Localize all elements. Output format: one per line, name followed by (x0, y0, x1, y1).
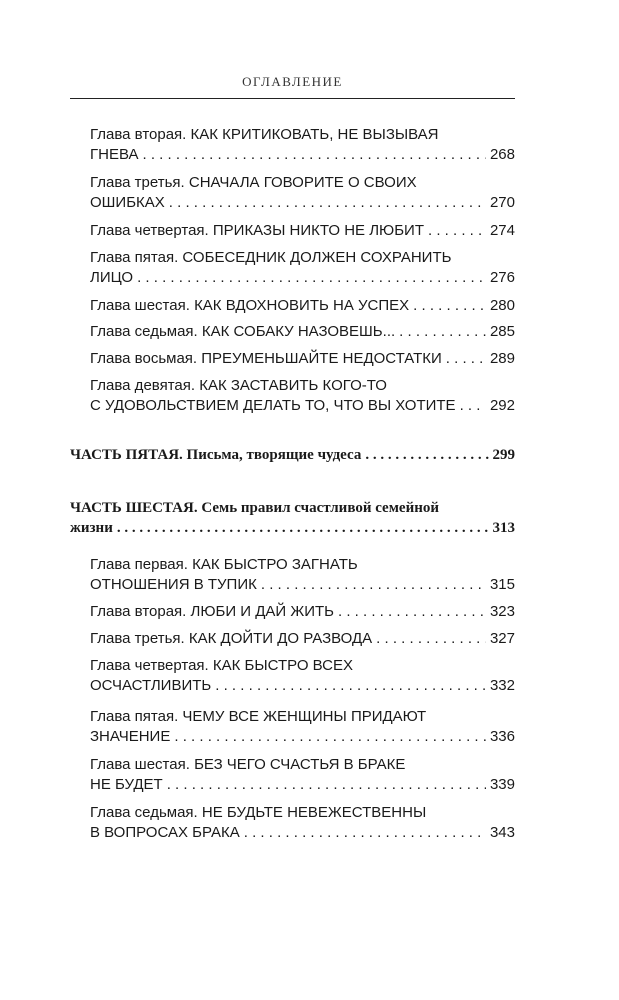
page-header: ОГЛАВЛЕНИЕ (242, 74, 343, 89)
toc-page-number: 332 (489, 677, 515, 694)
header-rule (70, 98, 515, 99)
leader-dots (399, 322, 486, 342)
leader-dots (338, 602, 486, 622)
toc-entry (90, 803, 515, 843)
leader-dots (413, 296, 486, 316)
toc-page-number: 299 (492, 447, 515, 463)
toc-page-number: 339 (489, 776, 515, 793)
toc-entry-title-line2: ОШИБКАХ (90, 194, 165, 211)
leader-dots (215, 676, 486, 696)
toc-entry-title-line1: Глава пятая. СОБЕСЕДНИК ДОЛЖЕН СОХРАНИТЬ (90, 249, 452, 266)
toc-entry-title-line1: Глава шестая. БЕЗ ЧЕГО СЧАСТЬЯ В БРАКЕ (90, 756, 406, 773)
toc-entry-title: Глава восьмая. ПРЕУМЕНЬШАЙТЕ НЕДОСТАТКИ (90, 350, 442, 367)
leader-dots (460, 396, 486, 416)
toc-entry-title-line2: ОТНОШЕНИЯ В ТУПИК (90, 576, 257, 593)
toc-entry-title-line2: ГНЕВА (90, 146, 139, 163)
toc-entry-title: Глава шестая. КАК ВДОХНОВИТЬ НА УСПЕХ (90, 297, 410, 314)
leader-dots (142, 145, 485, 165)
leader-dots (446, 349, 486, 369)
toc-page-number: 280 (489, 297, 515, 314)
toc-entry (90, 602, 515, 622)
toc-entry (90, 296, 515, 316)
toc-entry (90, 125, 515, 165)
toc-entry-title-line2: ЗНАЧЕНИЕ (90, 728, 171, 745)
toc-entry (90, 555, 515, 595)
leader-dots (137, 268, 486, 288)
toc-entry (90, 248, 515, 288)
toc-part-entry (70, 445, 515, 465)
leader-dots (261, 575, 486, 595)
leader-dots (365, 445, 488, 465)
toc-entry-title-line1: Глава девятая. КАК ЗАСТАВИТЬ КОГО-ТО (90, 377, 387, 394)
toc-page-number: 313 (492, 520, 515, 536)
leader-dots (117, 518, 489, 538)
toc-page-number: 276 (489, 269, 515, 286)
toc-entry-title-line2: ЛИЦО (90, 269, 134, 286)
toc-page-number: 315 (489, 576, 515, 593)
toc-page-number: 268 (489, 146, 515, 163)
toc-entry (90, 629, 515, 649)
toc-entry-title-line1: Глава вторая. КАК КРИТИКОВАТЬ, НЕ ВЫЗЫВАЯ (90, 126, 439, 143)
toc-part-title-line2: жизни (70, 520, 113, 536)
toc-entry (90, 349, 515, 369)
toc-entry-title-line2: С УДОВОЛЬСТВИЕМ ДЕЛАТЬ ТО, ЧТО ВЫ ХОТИТЕ (90, 397, 456, 414)
leader-dots (167, 775, 486, 795)
toc-entry-title-line1: Глава четвертая. КАК БЫСТРО ВСЕХ (90, 657, 353, 674)
leader-dots (169, 193, 486, 213)
toc-page-number: 323 (489, 603, 515, 620)
toc-page-number: 274 (489, 222, 515, 239)
toc-entry-title-line1: Глава пятая. ЧЕМУ ВСЕ ЖЕНЩИНЫ ПРИДАЮТ (90, 708, 427, 725)
toc-page-number: 285 (489, 323, 515, 340)
toc-entry-title-line1: Глава седьмая. НЕ БУДЬТЕ НЕВЕЖЕСТВЕННЫ (90, 804, 427, 821)
leader-dots (174, 727, 486, 747)
toc-entry-title-line1: Глава третья. СНАЧАЛА ГОВОРИТЕ О СВОИХ (90, 174, 417, 191)
leader-dots (376, 629, 486, 649)
toc-entry-title: Глава третья. КАК ДОЙТИ ДО РАЗВОДА (90, 630, 373, 647)
toc-entry (90, 755, 515, 795)
toc-entry (90, 322, 515, 342)
leader-dots (244, 823, 486, 843)
leader-dots (428, 221, 486, 241)
toc-entry (90, 656, 515, 696)
toc-entry-title-line2: НЕ БУДЕТ (90, 776, 163, 793)
toc-page-number: 336 (489, 728, 515, 745)
toc-part-title-line1: ЧАСТЬ ШЕСТАЯ. Семь правил счастливой семейной (70, 500, 440, 516)
toc-entry-title-line1: Глава первая. КАК БЫСТРО ЗАГНАТЬ (90, 556, 358, 573)
toc-entry-title: Глава седьмая. КАК СОБАКУ НАЗОВЕШЬ... (90, 323, 396, 340)
toc-entry (90, 221, 515, 241)
toc-entry-title: Глава четвертая. ПРИКАЗЫ НИКТО НЕ ЛЮБИТ (90, 222, 424, 239)
toc-page-number: 343 (489, 824, 515, 841)
toc-page-number: 292 (489, 397, 515, 414)
toc-entry (90, 376, 515, 416)
toc-entry (90, 707, 515, 747)
toc-page-number: 289 (489, 350, 515, 367)
toc-entry-title-line2: В ВОПРОСАХ БРАКА (90, 824, 240, 841)
toc-page-number: 327 (489, 630, 515, 647)
toc-entry (90, 173, 515, 213)
toc-part-title: ЧАСТЬ ПЯТАЯ. Письма, творящие чудеса (70, 447, 362, 463)
toc-part-entry (70, 498, 515, 538)
toc-page-number: 270 (489, 194, 515, 211)
toc-entry-title-line2: ОСЧАСТЛИВИТЬ (90, 677, 212, 694)
toc-entry-title: Глава вторая. ЛЮБИ И ДАЙ ЖИТЬ (90, 603, 334, 620)
